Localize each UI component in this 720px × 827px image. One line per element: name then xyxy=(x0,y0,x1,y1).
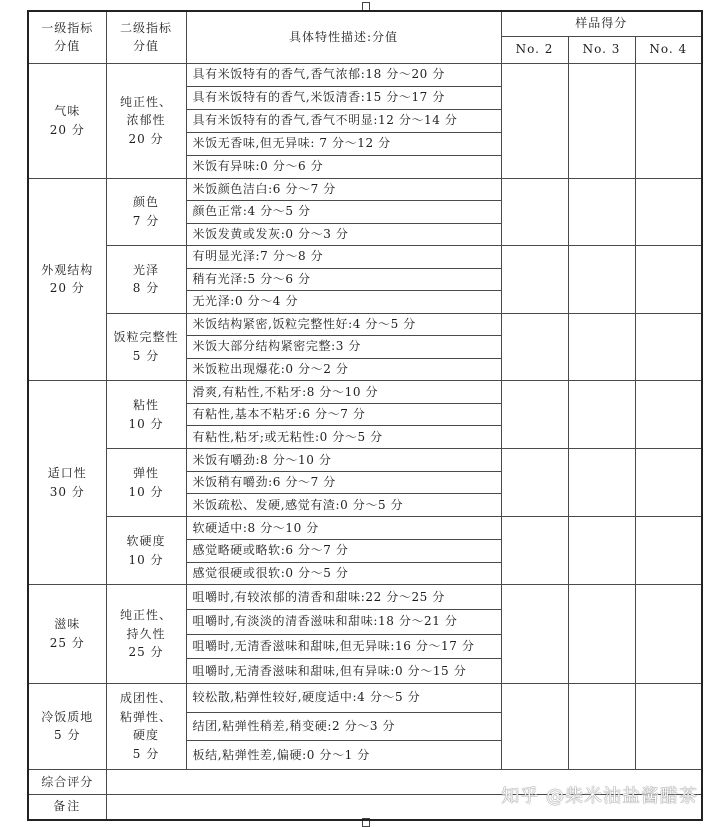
secondary-label: 颜色 xyxy=(132,195,159,210)
score-cell-color-no3[interactable] xyxy=(568,178,635,246)
criterion-text: 板结,粘弹性差,偏硬:0 分～1 分 xyxy=(186,741,501,770)
score-cell-stickiness-no4[interactable] xyxy=(635,381,702,449)
score-cell-color-no4[interactable] xyxy=(635,178,702,246)
criterion-text: 米饭稍有嚼劲:6 分～7 分 xyxy=(186,471,501,494)
primary-points: 5 分 xyxy=(54,728,81,743)
secondary-points: 20 分 xyxy=(128,131,164,146)
secondary-cell-gloss xyxy=(106,246,186,314)
score-cell-gloss-no2[interactable] xyxy=(501,246,568,314)
primary-points: 30 分 xyxy=(49,484,85,499)
criterion-text: 米饭有异味:0 分～6 分 xyxy=(186,155,501,178)
remarks-label: 备注 xyxy=(28,795,106,820)
secondary-cell-color xyxy=(106,178,186,246)
header-primary-line1: 一级指标 xyxy=(41,20,94,35)
table-row xyxy=(28,449,702,472)
secondary-points: 10 分 xyxy=(128,552,164,567)
secondary-label: 饭粒完整性 xyxy=(113,330,179,345)
table-row xyxy=(28,63,702,86)
header-secondary-line2: 分值 xyxy=(132,39,159,54)
secondary-cell-cohesion-elasticity-hardness xyxy=(106,683,186,769)
primary-cell-palatability xyxy=(28,381,106,585)
criterion-text: 感觉略硬或略软:6 分～7 分 xyxy=(186,539,501,562)
criterion-text: 软硬适中:8 分～10 分 xyxy=(186,517,501,540)
primary-cell-taste xyxy=(28,585,106,684)
score-cell-aroma-no3[interactable] xyxy=(568,63,635,178)
secondary-cell-hardness xyxy=(106,517,186,585)
criterion-text: 米饭有嚼劲:8 分～10 分 xyxy=(186,449,501,472)
criterion-text: 米饭颜色洁白:6 分～7 分 xyxy=(186,178,501,201)
score-cell-taste-no4[interactable] xyxy=(635,585,702,684)
criterion-text: 咀嚼时,无清香滋味和甜味,但无异味:16 分～17 分 xyxy=(186,634,501,659)
table-row xyxy=(28,381,702,404)
overall-score-label: 综合评分 xyxy=(28,770,106,795)
header-description: 具体特性描述:分值 xyxy=(186,11,501,63)
primary-cell-aroma xyxy=(28,63,106,178)
secondary-label: 硬度 xyxy=(132,728,159,743)
secondary-label: 持久性 xyxy=(126,626,166,641)
primary-label: 滋味 xyxy=(54,617,81,632)
secondary-points: 5 分 xyxy=(132,348,160,363)
criterion-text: 米饭粒出现爆花:0 分～2 分 xyxy=(186,358,501,381)
criterion-text: 稍有光泽:5 分～6 分 xyxy=(186,268,501,291)
header-primary-indicator xyxy=(28,11,106,63)
primary-label: 气味 xyxy=(54,103,81,118)
table-row xyxy=(28,178,702,201)
score-cell-cold-no2[interactable] xyxy=(501,683,568,769)
score-cell-integrity-no2[interactable] xyxy=(501,313,568,381)
header-sample-no4: No. 4 xyxy=(635,36,702,63)
secondary-cell-purity-richness xyxy=(106,63,186,178)
criterion-text: 咀嚼时,无清香滋味和甜味,但有异味:0 分～15 分 xyxy=(186,659,501,684)
score-cell-gloss-no3[interactable] xyxy=(568,246,635,314)
score-cell-cold-no3[interactable] xyxy=(568,683,635,769)
score-cell-elasticity-no4[interactable] xyxy=(635,449,702,517)
primary-cell-cold-rice-texture xyxy=(28,683,106,769)
header-sample-no3: No. 3 xyxy=(568,36,635,63)
criterion-text: 有粘性,粘牙;或无粘性:0 分～5 分 xyxy=(186,426,501,449)
primary-label: 外观结构 xyxy=(41,262,94,277)
secondary-label: 成团性、 xyxy=(119,691,172,706)
primary-points: 25 分 xyxy=(49,636,85,651)
criterion-text: 滑爽,有粘性,不粘牙:8 分～10 分 xyxy=(186,381,501,404)
score-cell-taste-no2[interactable] xyxy=(501,585,568,684)
score-cell-elasticity-no3[interactable] xyxy=(568,449,635,517)
criterion-text: 米饭发黄或发灰:0 分～3 分 xyxy=(186,223,501,246)
secondary-points: 10 分 xyxy=(128,484,164,499)
primary-points: 20 分 xyxy=(49,281,85,296)
secondary-cell-elasticity xyxy=(106,449,186,517)
score-cell-integrity-no3[interactable] xyxy=(568,313,635,381)
secondary-cell-stickiness xyxy=(106,381,186,449)
criterion-text: 米饭结构紧密,饭粒完整性好:4 分～5 分 xyxy=(186,313,501,336)
table-body xyxy=(28,63,702,820)
header-secondary-indicator xyxy=(106,11,186,63)
table-row xyxy=(28,683,702,712)
score-cell-stickiness-no3[interactable] xyxy=(568,381,635,449)
score-cell-hardness-no2[interactable] xyxy=(501,517,568,585)
secondary-label: 纯正性、 xyxy=(119,94,172,109)
criterion-text: 具有米饭特有的香气,香气不明显:12 分～14 分 xyxy=(186,109,501,132)
secondary-label: 粘弹性、 xyxy=(119,709,172,724)
secondary-points: 8 分 xyxy=(132,281,160,296)
score-cell-color-no2[interactable] xyxy=(501,178,568,246)
score-cell-gloss-no4[interactable] xyxy=(635,246,702,314)
score-cell-aroma-no4[interactable] xyxy=(635,63,702,178)
header-primary-line2: 分值 xyxy=(54,39,81,54)
secondary-points: 10 分 xyxy=(128,416,164,431)
secondary-label: 浓郁性 xyxy=(126,113,166,128)
primary-cell-appearance xyxy=(28,178,106,381)
criterion-text: 感觉很硬或很软:0 分～5 分 xyxy=(186,562,501,585)
secondary-points: 7 分 xyxy=(132,213,160,228)
score-cell-integrity-no4[interactable] xyxy=(635,313,702,381)
primary-points: 20 分 xyxy=(49,122,85,137)
secondary-cell-grain-integrity xyxy=(106,313,186,381)
criterion-text: 具有米饭特有的香气,米饭清香:15 分～17 分 xyxy=(186,86,501,109)
table-row xyxy=(28,246,702,269)
criterion-text: 有粘性,基本不粘牙:6 分～7 分 xyxy=(186,403,501,426)
criterion-text: 无光泽:0 分～4 分 xyxy=(186,291,501,314)
table-row xyxy=(28,585,702,610)
criterion-text: 有明显光泽:7 分～8 分 xyxy=(186,246,501,269)
criterion-text: 米饭大部分结构紧密完整:3 分 xyxy=(186,336,501,359)
secondary-points: 25 分 xyxy=(128,645,164,660)
score-cell-stickiness-no2[interactable] xyxy=(501,381,568,449)
primary-label: 适口性 xyxy=(47,466,87,480)
header-sample-no2: No. 2 xyxy=(501,36,568,63)
table-row xyxy=(28,517,702,540)
criterion-text: 米饭无香味,但无异味: 7 分～12 分 xyxy=(186,132,501,155)
score-cell-elasticity-no2[interactable] xyxy=(501,449,568,517)
secondary-points: 5 分 xyxy=(132,747,160,762)
criterion-text: 咀嚼时,有较浓郁的清香和甜味:22 分～25 分 xyxy=(186,585,501,610)
criterion-text: 咀嚼时,有淡淡的清香滋味和甜味:18 分～21 分 xyxy=(186,609,501,634)
secondary-label: 光泽 xyxy=(132,262,159,277)
secondary-label: 软硬度 xyxy=(126,534,166,549)
criterion-text: 米饭疏松、发硬,感觉有渣:0 分～5 分 xyxy=(186,494,501,517)
primary-label: 冷饭质地 xyxy=(41,709,94,724)
score-cell-taste-no3[interactable] xyxy=(568,585,635,684)
criterion-text: 颜色正常:4 分～5 分 xyxy=(186,201,501,224)
score-cell-hardness-no3[interactable] xyxy=(568,517,635,585)
watermark-text: 知乎 @柴米油盐酱醋茶 xyxy=(501,786,698,807)
criterion-text: 结团,粘弹性稍差,稍变硬:2 分～3 分 xyxy=(186,712,501,741)
header-secondary-line1: 二级指标 xyxy=(119,20,172,35)
criterion-text: 具有米饭特有的香气,香气浓郁:18 分～20 分 xyxy=(186,63,501,86)
secondary-label: 纯正性、 xyxy=(119,608,172,623)
secondary-label: 粘性 xyxy=(132,397,159,412)
score-cell-hardness-no4[interactable] xyxy=(635,517,702,585)
score-cell-aroma-no2[interactable] xyxy=(501,63,568,178)
secondary-label: 弹性 xyxy=(132,466,159,480)
table-header xyxy=(28,11,702,63)
header-sample-scores: 样品得分 xyxy=(501,11,702,36)
rice-sensory-scoring-table xyxy=(27,10,703,821)
secondary-cell-purity-persistence xyxy=(106,585,186,684)
criterion-text: 较松散,粘弹性较好,硬度适中:4 分～5 分 xyxy=(186,683,501,712)
table-row xyxy=(28,313,702,336)
score-cell-cold-no4[interactable] xyxy=(635,683,702,769)
